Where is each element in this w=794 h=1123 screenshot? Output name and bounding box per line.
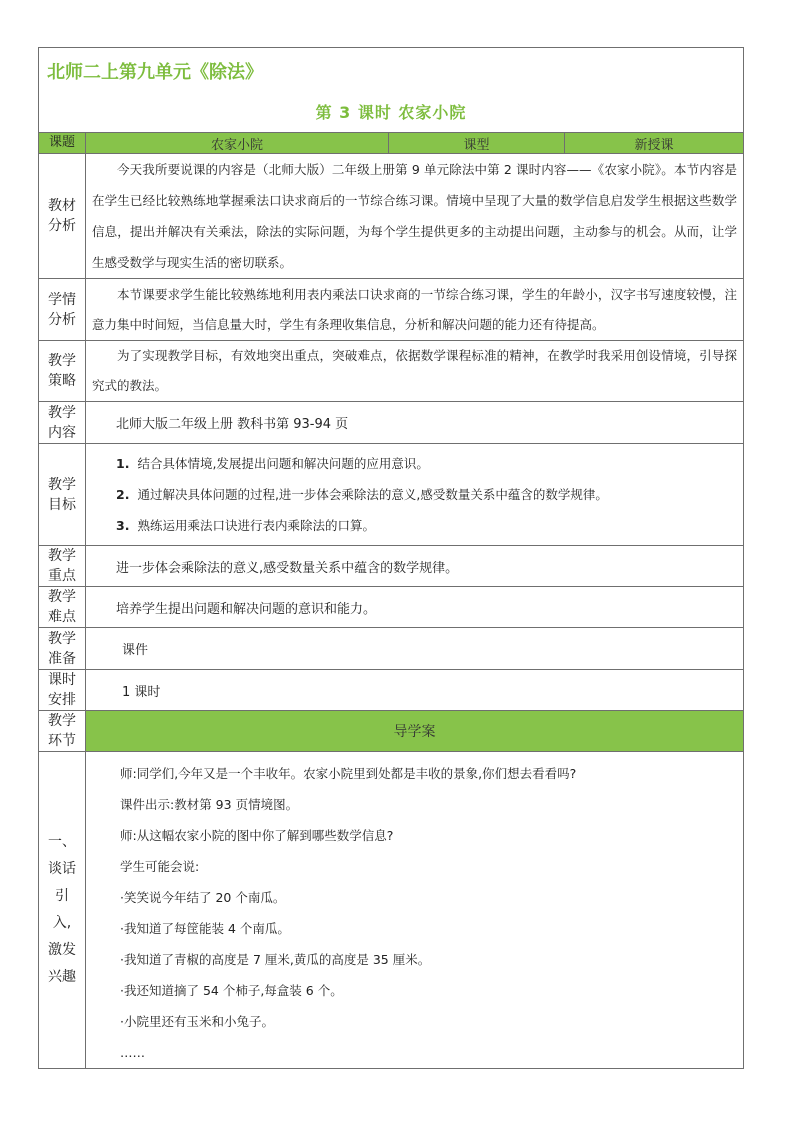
label-line: 分析 <box>48 311 76 328</box>
content-text: 北师大版二年级上册 教科书第 93-94 页 <box>86 402 744 444</box>
goal-number: 1. <box>116 456 130 471</box>
label-line: 教学 <box>48 353 76 369</box>
goals-list <box>86 444 744 546</box>
intro-line: ·我知道了每筐能装 4 个南瓜。 <box>120 921 290 936</box>
goal-text: 熟练运用乘法口诀进行表内乘除法的口算。 <box>137 518 375 533</box>
goal-text: 结合具体情境,发展提出问题和解决问题的应用意识。 <box>137 456 429 471</box>
intro-line: ·小院里还有玉米和小兔子。 <box>120 1014 274 1029</box>
label-line: 学情 <box>48 291 76 308</box>
content-label <box>39 402 86 444</box>
student-analysis-label <box>39 279 86 341</box>
schedule-label <box>39 670 86 711</box>
label-line: 策略 <box>48 373 76 389</box>
intro-line: 师:同学们,今年又是一个丰收年。农家小院里到处都是丰收的景象,你们想去看看吗? <box>120 766 577 781</box>
difficulty-text: 培养学生提出问题和解决问题的意识和能力。 <box>86 587 744 628</box>
topic-value: 农家小院 <box>86 133 389 154</box>
label-line: 课时 <box>48 672 76 688</box>
strategy-text: 为了实现教学目标，有效地突出重点，突破难点，依据数学课程标准的精神，在教学时我采用创设情境，引导探究式的教法。 <box>86 341 744 402</box>
phase-label <box>39 711 86 752</box>
label-line: 教学 <box>48 548 76 564</box>
intro-content <box>86 752 744 1069</box>
lesson-plan-table <box>38 47 744 1069</box>
intro-label <box>39 752 86 1069</box>
label-line: 内容 <box>48 424 76 441</box>
type-label: 课型 <box>389 133 565 154</box>
label-line: 难点 <box>48 609 76 625</box>
label-line: 安排 <box>48 692 76 708</box>
goal-item <box>116 448 743 479</box>
intro-line: 课件出示:教材第 93 页情境图。 <box>120 797 299 812</box>
label-line: 目标 <box>48 496 76 513</box>
type-value: 新授课 <box>565 133 744 154</box>
lesson-title: 第 3 课时 农家小院 <box>315 103 467 122</box>
intro-line: ·我知道了青椒的高度是 7 厘米,黄瓜的高度是 35 厘米。 <box>120 952 431 967</box>
label-line: 准备 <box>48 650 76 667</box>
goal-item <box>116 510 743 541</box>
goals-label <box>39 444 86 546</box>
goal-text: 通过解决具体问题的过程,进一步体会乘除法的意义,感受数量关系中蕴含的数学规律。 <box>137 487 608 502</box>
title-cell <box>39 48 744 133</box>
difficulty-label <box>39 587 86 628</box>
textbook-analysis-text: 今天我所要说课的内容是（北师大版）二年级上册第 9 单元除法中第 2 课时内容——《农家小院》。本节内容是在学生已经比较熟练地掌握乘法口诀求商后的一节综合练习课。情境中呈现了大量的数学信息启发学生根据这些数学信息，提出并解决有关乘法，除法的实际问题，为每个学生提供更多的主动提出问题，主动参与的机会。从而，让学生感受数学与现实生活的密切联系。 <box>86 154 744 279</box>
intro-line: ·我还知道摘了 54 个柿子,每盒装 6 个。 <box>120 983 343 998</box>
label-line: 教学 <box>48 589 76 605</box>
label-line: 教学 <box>48 476 76 493</box>
intro-line: ·笑笑说今年结了 20 个南瓜。 <box>120 890 286 905</box>
textbook-analysis-label <box>39 154 86 279</box>
key-point-text: 进一步体会乘除法的意义,感受数量关系中蕴含的数学规律。 <box>86 546 744 587</box>
label-line: 激发 <box>48 942 76 958</box>
goal-number: 3. <box>116 518 130 533</box>
goal-item <box>116 479 743 510</box>
key-point-label <box>39 546 86 587</box>
label-line: 教学 <box>48 713 76 729</box>
preparation-label <box>39 628 86 670</box>
label-line: 教材 <box>48 198 76 214</box>
label-line: 教学 <box>48 630 76 647</box>
lesson-plan-page <box>38 47 743 1069</box>
label-line: 分析 <box>48 218 76 234</box>
label-line: 引 <box>55 888 69 904</box>
label-line: 谈话 <box>48 861 76 877</box>
guided-plan-header: 导学案 <box>86 711 744 752</box>
student-analysis-text: 本节课要求学生能比较熟练地利用表内乘法口诀求商的一节综合练习课，学生的年龄小，汉字书写速度较慢，注意力集中时间短，当信息量大时，学生有条理收集信息，分析和解决问题的能力还有待提高。 <box>86 279 744 341</box>
label-line: 入, <box>52 915 72 931</box>
intro-line: …… <box>120 1045 145 1060</box>
strategy-label <box>39 341 86 402</box>
doc-title: 北师二上第九单元《除法》 <box>47 62 263 83</box>
intro-line: 学生可能会说: <box>120 859 200 874</box>
intro-line: 师:从这幅农家小院的图中你了解到哪些数学信息? <box>120 828 394 843</box>
preparation-text: 课件 <box>86 628 744 670</box>
topic-label: 课题 <box>39 133 86 154</box>
label-line: 环节 <box>48 733 76 749</box>
label-line: 教学 <box>48 404 76 421</box>
goal-number: 2. <box>116 487 130 502</box>
schedule-text: 1 课时 <box>86 670 744 711</box>
label-line: 重点 <box>48 568 76 584</box>
label-line: 一、 <box>48 834 76 850</box>
label-line: 兴趣 <box>48 969 76 985</box>
